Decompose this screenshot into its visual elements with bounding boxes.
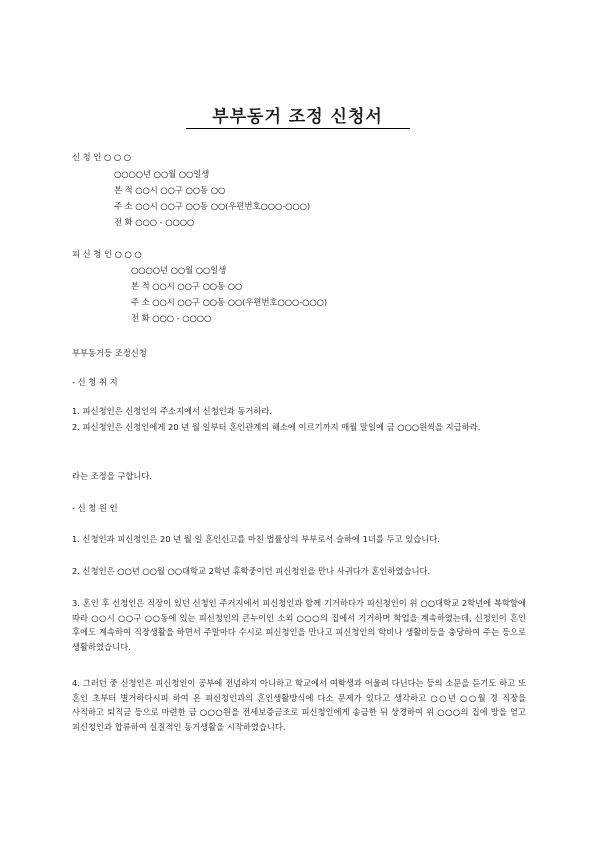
- cause-item: 4. 그러던 중 신청인은 피신청인이 공부에 전념하지 아니하고 학교에서 여학생과 어울려 다닌다는 등의 소문을 듣기도 하고 또 혼인 초부터 별거하다시피 하여 온 피신청인과의 혼인생활방식에 다소 문제가 있다고 생각하고 ○○년 ○○월 경 직장을 사직하고 퇴직금 등으로 마련한 금 ○○○원을 전세보증금조로 피신청인에게 송금한 뒤 상경하여 위 ○○○의 집에 방을 얻고 피신청인과 합류하여 실질적인 동거생활을 시작하였습니다.: [72, 678, 526, 733]
- document-title: 부부동거 조정 신청서: [212, 107, 383, 127]
- applicant-birth: ○○○○년 ○○월 ○○일생: [114, 169, 210, 179]
- request-sentence: 라는 조정을 구합니다.: [72, 471, 153, 481]
- respondent-address: 주 소 ○○시 ○○구 ○○동 ○○(우편번호○○○-○○○): [131, 297, 328, 307]
- respondent-phone: 전 화 ○○○ - ○○○○: [131, 313, 212, 323]
- cause-item: 3. 혼인 후 신청인은 직장이 있던 신청인 주거지에서 피신청인과 함께 기거하다가 피신청인이 위 ○○대학교 2학년에 복학함에 따라 ○○시 ○○구 ○○동에 있는 피신청인의 큰누이인 소외 ○○○의 집에서 기거하며 학업을 계속하였는데, 신청인이 혼인 후에도 계속하여 직장생활을 하면서 주말마다 수시로 피신청인을 만나고 피신청인의 학비나 생활비등을 충당하여 주는 등으로 생활하였습니다.: [72, 598, 526, 653]
- title-underline: [186, 128, 410, 129]
- purpose-item: 2. 피신청인은 신청인에게 20 년 월 일부터 혼인관계의 해소에 이르기까지 매월 말일에 금 ○○○원씩을 지급하라.: [72, 422, 481, 432]
- purpose-heading: - 신 청 취 지: [72, 377, 118, 387]
- applicant-phone: 전 화 ○○○ - ○○○○: [114, 217, 195, 227]
- respondent-birth: ○○○○년 ○○월 ○○일생: [131, 265, 227, 275]
- applicant-address: 주 소 ○○시 ○○구 ○○동 ○○(우편번호○○○-○○○): [114, 201, 311, 211]
- purpose-item: 1. 피신청인은 신청인의 주소지에서 신청인과 동거하라.: [72, 406, 273, 416]
- applicant-domicile: 본 적 ○○시 ○○구 ○○동 ○○: [114, 185, 226, 195]
- cause-item: 2. 신청인은 ○○년 ○○월 ○○대학교 2학년 휴학중이던 피신청인을 만나 사귀다가 혼인하였습니다.: [72, 566, 431, 576]
- applicant-label: 신 청 인 ○ ○ ○: [72, 152, 131, 162]
- respondent-label: 피 신 청 인 ○ ○ ○: [72, 249, 142, 259]
- cause-item: 1. 신청인과 피신청인은 20 년 월 일 혼인신고를 마친 법률상의 부부로서 슬하에 1녀를 두고 있습니다.: [72, 534, 440, 544]
- cause-heading: - 신 청 원 인: [72, 503, 118, 513]
- respondent-domicile: 본 적 ○○시 ○○구 ○○동 ○○: [131, 281, 243, 291]
- case-title: 부부동거등 조정신청: [72, 348, 147, 358]
